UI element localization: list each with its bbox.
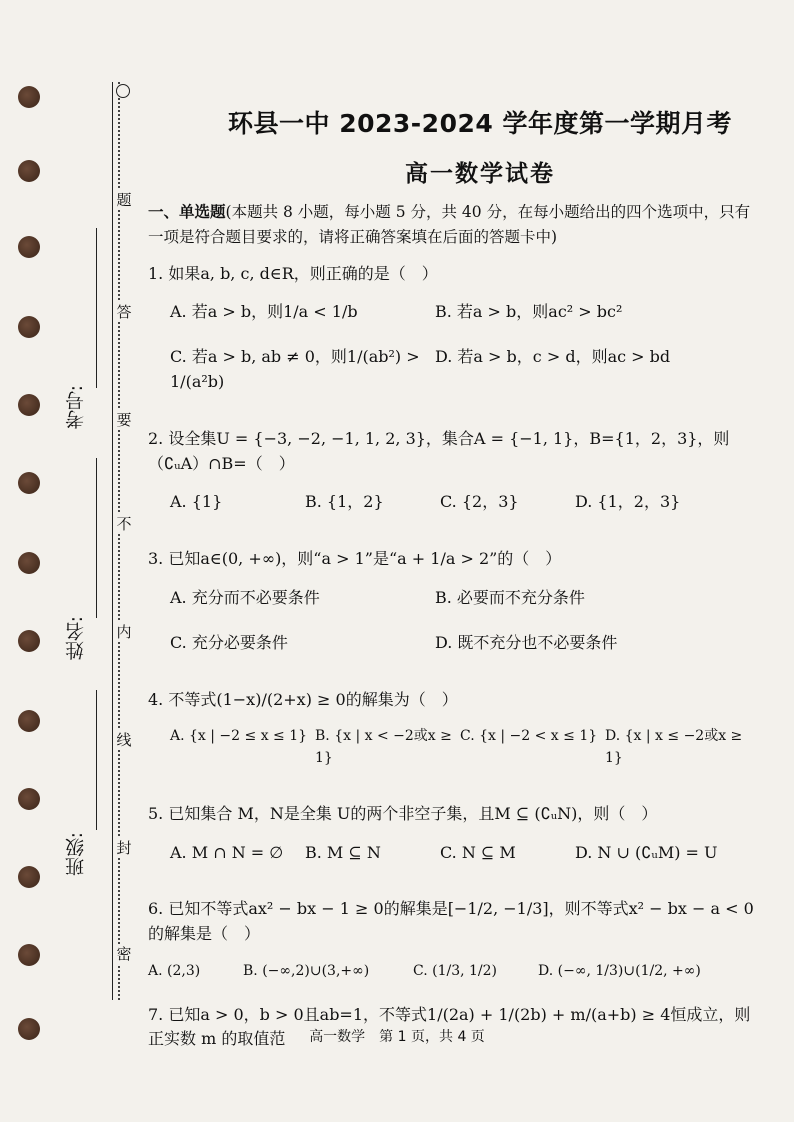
option-list: [148, 961, 758, 1003]
question-stem: 3. 已知a∈(0, +∞)，则“a > 1”是“a + 1/a > 2”的（ ）: [148, 549, 562, 569]
option-d[interactable]: D. N ∪ (∁ᵤM) = U: [575, 842, 718, 862]
seal-char: 要: [114, 410, 134, 430]
question-stem: 1. 如果a, b, c, d∈R，则正确的是（ ）: [148, 263, 438, 283]
punch-hole: [18, 710, 40, 732]
option-d[interactable]: D. 既不充分也不必要条件: [435, 632, 618, 652]
option-a[interactable]: A. (2,3): [148, 962, 201, 979]
option-list: [148, 586, 758, 676]
section-instructions: (本题共 8 小题，每小题 5 分，共 40 分，在每小题给出的四个选项中，只有一项是符合题目要求的，请将正确答案填在后面的答题卡中): [148, 203, 751, 246]
seal-char: 题: [114, 190, 134, 210]
page-footer: 高一数学 第 1 页，共 4 页: [309, 1029, 485, 1045]
question-stem: 2. 设全集U = {−3, −2, −1, 1, 2, 3}，集合A = {−1, 1}，B={1，2，3}，则（∁ᵤA）∩B=（ ）: [148, 428, 730, 473]
option-list: [148, 300, 758, 414]
option-list: [148, 490, 758, 535]
punch-hole: [18, 552, 40, 574]
section-title: 一、单选题: [148, 203, 226, 221]
question-stem: 7. 已知a > 0，b > 0且ab=1，不等式1/(2a) + 1/(2b) + m/(a+b) ≥ 4恒成立，则正实数 m 的取值范: [148, 1004, 751, 1049]
seal-dotted-line: [118, 82, 132, 1000]
question-stem: 6. 已知不等式ax² − bx − 1 ≥ 0的解集是[−1/2, −1/3]，则不等式x² − bx − a < 0的解集是（ ）: [148, 899, 754, 944]
option-c[interactable]: C. {2，3}: [440, 492, 519, 512]
option-a[interactable]: A. {1}: [170, 492, 223, 512]
exam-subtitle: 高一数学试卷: [405, 161, 555, 187]
option-a[interactable]: A. 充分而不必要条件: [170, 587, 320, 607]
punch-hole: [18, 788, 40, 810]
option-c[interactable]: C. {x | −2 < x ≤ 1}: [460, 728, 598, 745]
punch-hole: [18, 472, 40, 494]
exam-number-label: 考号:: [65, 385, 87, 430]
question-2: [148, 427, 758, 535]
exam-title: 环县一中 2023-2024 学年度第一学期月考: [228, 109, 732, 138]
option-c[interactable]: C. 充分必要条件: [170, 632, 288, 652]
option-a[interactable]: A. 若a > b，则1/a < 1/b: [170, 302, 358, 322]
question-6: [148, 897, 758, 1002]
seal-char: 封: [114, 838, 134, 858]
seal-char: 密: [114, 944, 134, 964]
seal-char: 线: [114, 730, 134, 750]
question-4: [148, 688, 758, 790]
exam-content: [148, 200, 758, 1052]
student-name-label: 姓名:: [65, 616, 87, 661]
option-b[interactable]: B. (−∞,2)∪(3,+∞): [243, 962, 370, 979]
punch-hole: [18, 944, 40, 966]
punch-hole: [18, 236, 40, 258]
seal-char: 答: [114, 302, 134, 322]
option-d[interactable]: D. 若a > b，c > d，则ac > bd: [435, 347, 671, 367]
option-b[interactable]: B. {1，2}: [305, 492, 384, 512]
option-a[interactable]: A. M ∩ N = ∅: [170, 842, 284, 862]
question-5: [148, 802, 758, 886]
option-d[interactable]: D. {1，2，3}: [575, 492, 681, 512]
option-c[interactable]: C. N ⊆ M: [440, 842, 516, 862]
option-b[interactable]: B. 必要而不充分条件: [435, 587, 585, 607]
option-a[interactable]: A. {x | −2 ≤ x ≤ 1}: [170, 728, 308, 745]
option-b[interactable]: B. 若a > b，则ac² > bc²: [435, 302, 623, 322]
seal-circle-mark: [116, 84, 130, 98]
question-stem: 5. 已知集合 M，N是全集 U的两个非空子集，且M ⊆ (∁ᵤN)，则（ ）: [148, 803, 658, 823]
seal-char: 内: [114, 622, 134, 642]
option-d[interactable]: D. (−∞, 1/3)∪(1/2, +∞): [538, 962, 701, 979]
punch-hole: [18, 394, 40, 416]
question-stem: 4. 不等式(1−x)/(2+x) ≥ 0的解集为（ ）: [148, 689, 458, 709]
question-3: [148, 547, 758, 675]
option-list: [148, 841, 758, 886]
question-1: [148, 262, 758, 415]
option-d[interactable]: D. {x | x ≤ −2或x ≥ 1}: [605, 728, 743, 767]
section-heading: [148, 200, 758, 250]
student-name-field[interactable]: [96, 458, 97, 618]
class-label: 班级:: [65, 832, 87, 877]
punch-hole: [18, 316, 40, 338]
option-c[interactable]: C. 若a > b, ab ≠ 0，则1/(ab²) > 1/(a²b): [170, 347, 420, 391]
option-list: [148, 726, 758, 789]
class-field[interactable]: [96, 690, 97, 830]
option-c[interactable]: C. (1/3, 1/2): [413, 962, 497, 979]
option-b[interactable]: B. M ⊆ N: [305, 842, 381, 862]
exam-number-field[interactable]: [96, 228, 97, 388]
punch-hole: [18, 160, 40, 182]
punch-hole: [18, 866, 40, 888]
punch-hole: [18, 630, 40, 652]
option-b[interactable]: B. {x | x < −2或x ≥ 1}: [315, 728, 452, 767]
seal-char: 不: [114, 514, 134, 534]
punch-hole: [18, 86, 40, 108]
